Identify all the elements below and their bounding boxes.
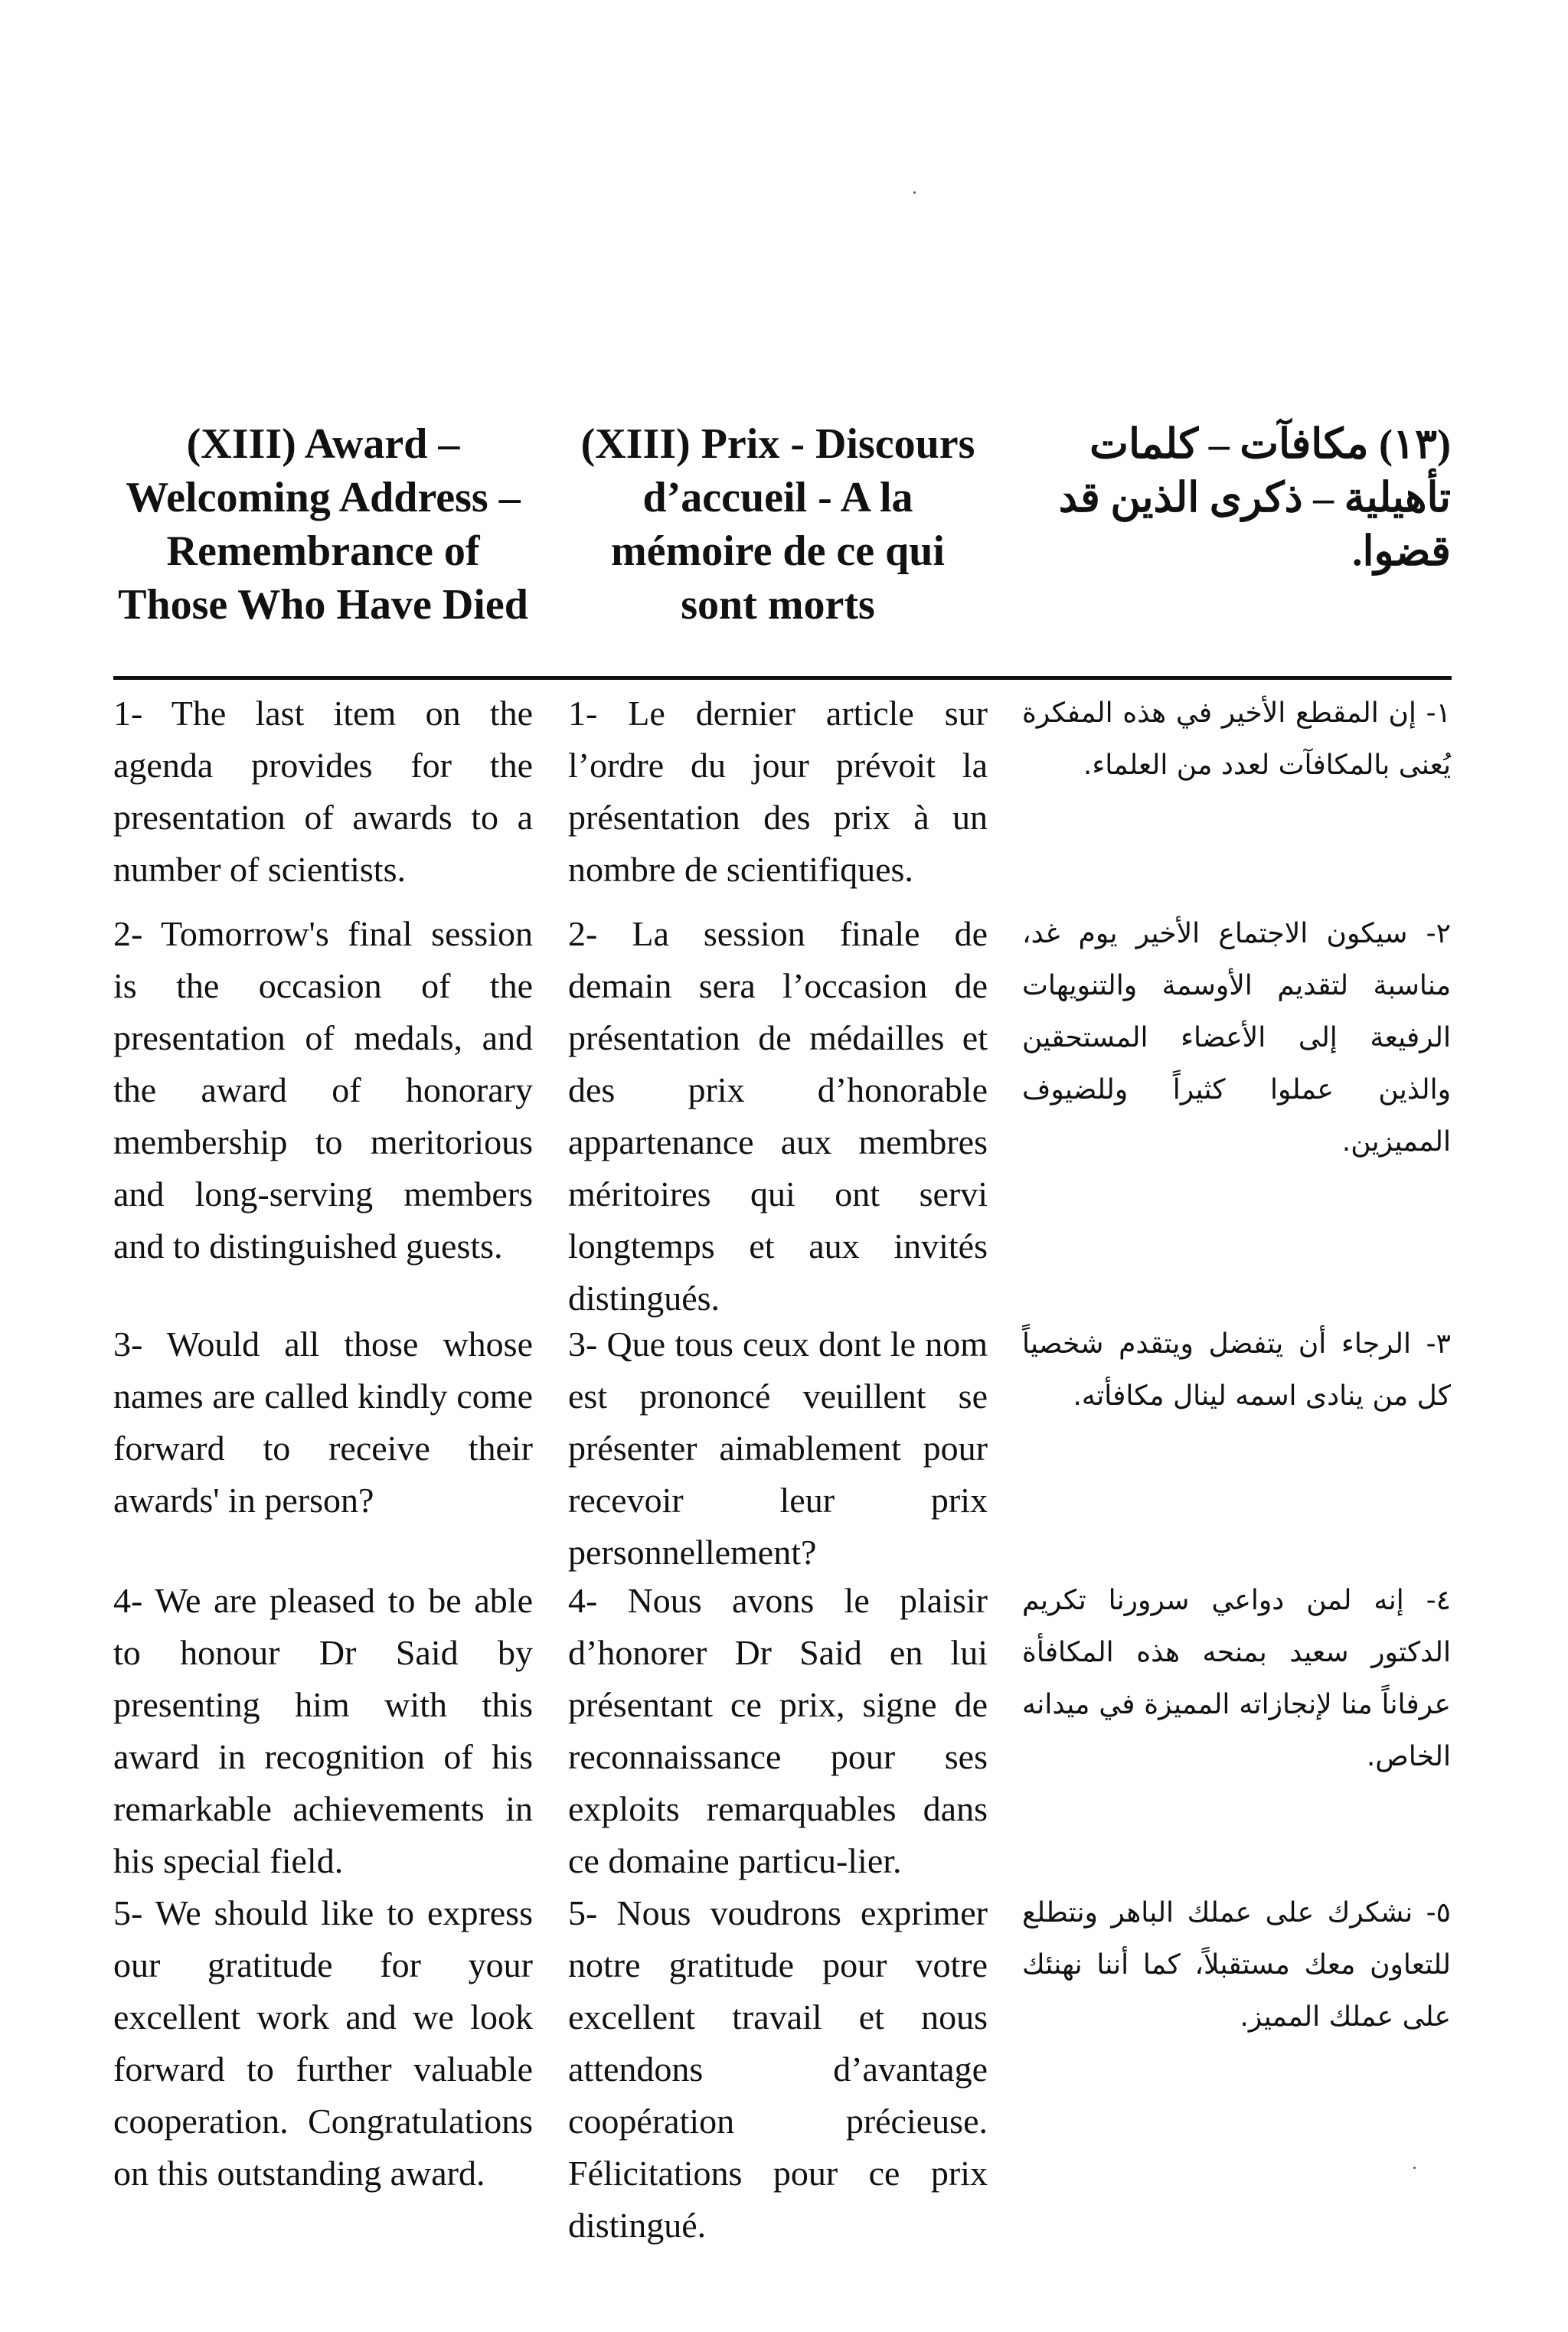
- item-english-1: 1- The last item on the agenda provides for the presentation of awards to a number of scientists.: [113, 694, 533, 889]
- heading-arabic: (١٣) مكافآت – كلمات تأهيلية – ذكرى الذين قد قضوا.: [1058, 421, 1451, 574]
- item-english-3: 3- Would all those whose names are called kindly come forward to receive their awards' in person?: [113, 1324, 533, 1520]
- item-french-2: 2- La session finale de demain sera l’occasion de présentation de médailles et des prix d’honorable appartenance aux membres méritoires qui ont servi longtemps et aux invités distingués.: [568, 914, 988, 1318]
- item-english-2: 2- Tomorrow's final session is the occasion of the presentation of medals, and the award of honorary membership to meritorious and long-serving members and to distinguished guests.: [113, 914, 533, 1266]
- scan-speck: [1413, 2167, 1416, 2169]
- item-french-1: 1- Le dernier article sur l’ordre du jour prévoit la présentation des prix à un nombre de scientifiques.: [568, 694, 988, 889]
- item-french-4: 4- Nous avons le plaisir d’honorer Dr Said en lui présentant ce prix, signe de reconnaissance pour ses exploits remarquables dans ce domaine particu-lier.: [568, 1581, 988, 1880]
- scan-speck: [913, 191, 916, 194]
- item-french-5: 5- Nous voudrons exprimer notre gratitude pour votre excellent travail et nous attendons d’avantage coopération précieuse. Félicitations pour ce prix distingué.: [568, 1893, 988, 2245]
- item-english-4: 4- We are pleased to be able to honour Dr Said by presenting him with this award in recognition of his remarkable achievements in his special field.: [113, 1581, 533, 1880]
- item-english-5: 5- We should like to express our gratitude for your excellent work and we look forward to further valuable cooperation. Congratulations on this outstanding award.: [113, 1893, 533, 2193]
- item-french-3: 3- Que tous ceux dont le nom est prononcé veuillent se présenter aimablement pour recevoir leur prix personnellement?: [568, 1324, 988, 1572]
- heading-french: (XIII) Prix - Discours d’accueil - A la mémoire de ce qui sont morts: [580, 420, 975, 629]
- item-arabic-3: ٣- الرجاء أن يتفضل ويتقدم شخصياً كل من ينادى اسمه لينال مكافأته.: [1022, 1328, 1451, 1412]
- item-arabic-5: ٥- نشكرك على عملك الباهر ونتطلع للتعاون معك مستقبلاً، كما أننا نهنئك على عملك المميز.: [1022, 1897, 1451, 2033]
- heading-english: (XIII) Award – Welcoming Address – Remembrance of Those Who Have Died: [118, 420, 528, 629]
- item-arabic-1: ١- إن المقطع الأخير في هذه المفكرة يُعنى بالمكافآت لعدد من العلماء.: [1022, 697, 1451, 781]
- header-divider: [113, 676, 1452, 680]
- item-arabic-4: ٤- إنه لمن دواعي سرورنا تكريم الدكتور سعيد بمنحه هذه المكافأة عرفاناً منا لإنجازاته المميزة في ميدانه الخاص.: [1022, 1585, 1451, 1772]
- item-arabic-2: ٢- سيكون الاجتماع الأخير يوم غد، مناسبة لتقديم الأوسمة والتنويهات الرفيعة إلى الأعضاء المستحقين والذين عملوا كثيراً وللضيوف المميزين.: [1022, 918, 1451, 1158]
